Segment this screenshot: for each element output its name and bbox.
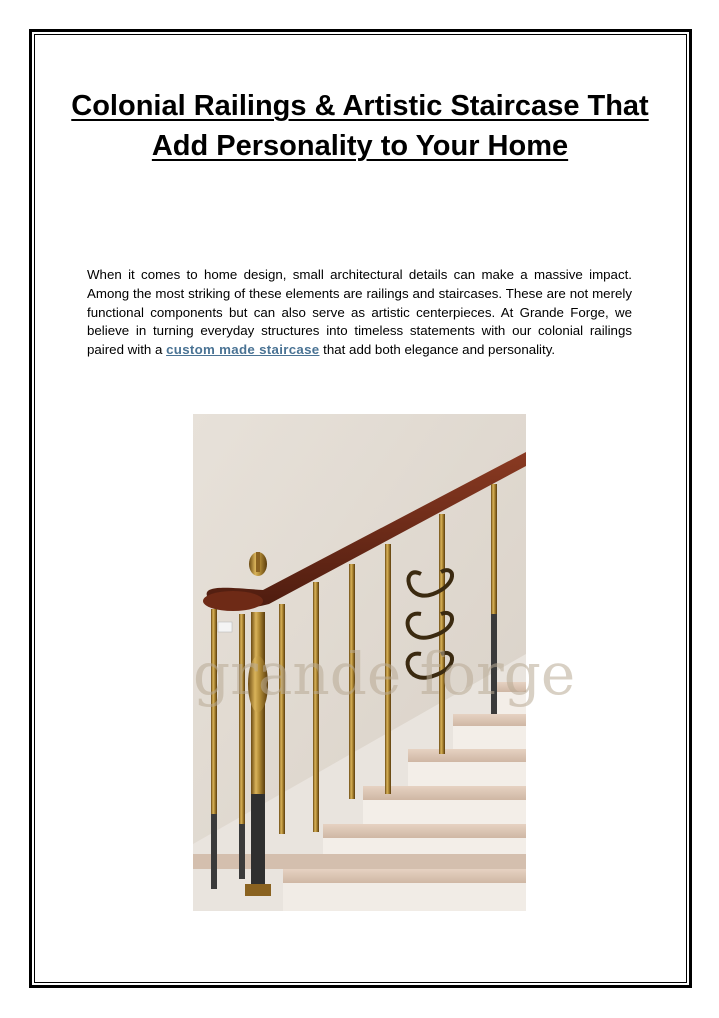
staircase-railing-photo	[193, 414, 576, 911]
paragraph-text-start: When it comes to home design, small architectural details can make a massive impact. Among the most striking of these elements are railings and staircases. These are not merely functional components but can also serve as artistic centerpieces. At Grande Forge, we believe in turning everyday structures into timeless statements with our colonial railings paired with a	[87, 267, 632, 358]
custom-staircase-link[interactable]: custom made staircase	[166, 342, 320, 358]
intro-paragraph	[87, 266, 632, 360]
document-title: Colonial Railings & Artistic Staircase That Add Personality to Your Home	[71, 90, 649, 162]
paragraph-text-end: that add both elegance and personality.	[319, 342, 556, 358]
watermark-text: grande forge	[193, 640, 576, 708]
